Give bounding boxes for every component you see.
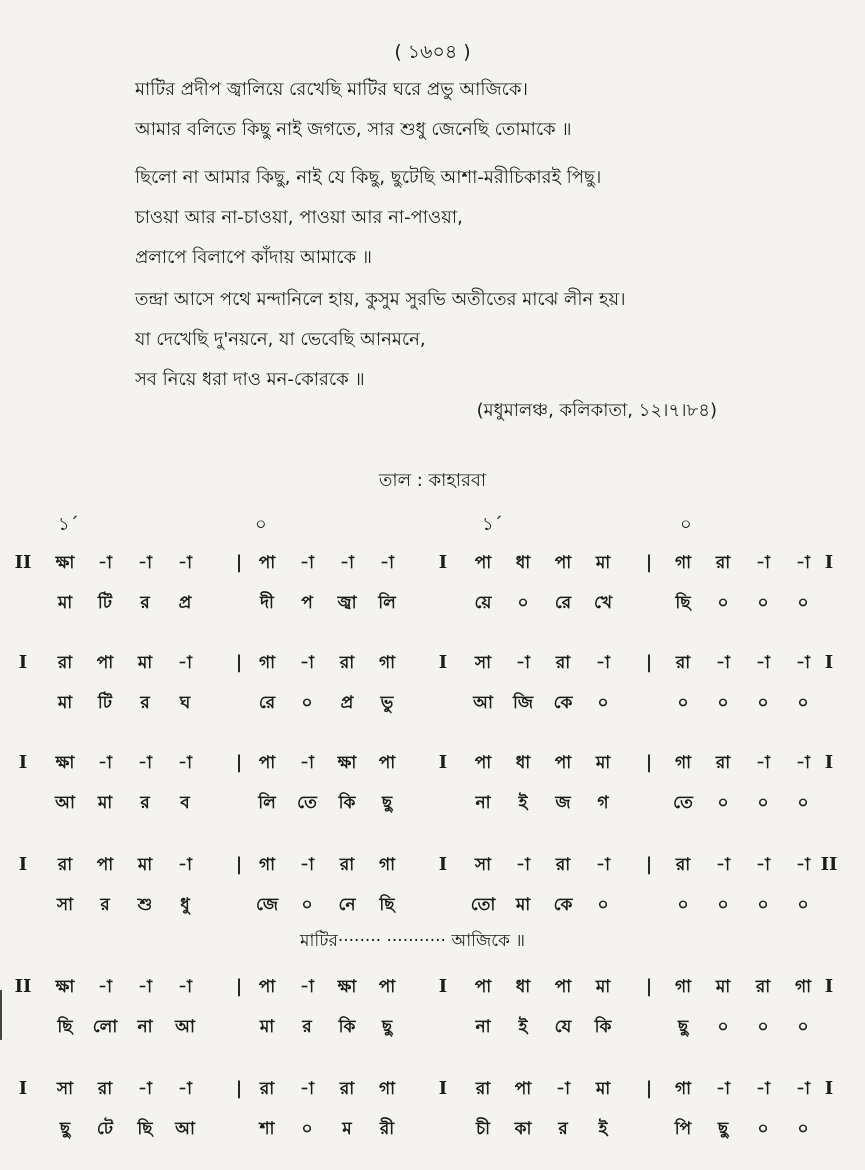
lyric-syllable: পি xyxy=(674,1119,692,1139)
swara-note: মা xyxy=(137,653,153,673)
bar-line-close: I xyxy=(824,752,834,773)
lyric-syllable: প্র xyxy=(340,693,354,713)
lyric-syllable: লি xyxy=(378,593,396,613)
swara-note: -া xyxy=(300,553,314,573)
lyric-syllable: কে xyxy=(553,895,573,915)
bar-line-close: I xyxy=(824,652,834,673)
source-citation: (মধুমালঞ্চ, কলিকাতা, ১২।৭।৮৪) xyxy=(476,400,717,421)
swara-note: গা xyxy=(794,977,812,997)
swara-note: রা xyxy=(755,977,771,997)
poem-line: তন্দ্রা আসে পথে মন্দানিলে হায়, কুসুম সুরভি অতীতের মাঝে লীন হয়। xyxy=(135,289,626,310)
swara-note: ক্ষা xyxy=(337,753,357,773)
lyric-syllable: ০ xyxy=(677,693,689,713)
lyric-syllable: ০ xyxy=(301,895,313,915)
lyric-syllable: সা xyxy=(56,895,74,915)
lyric-syllable: ছু xyxy=(677,1017,689,1037)
lyric-syllable: র xyxy=(140,593,150,613)
swara-note: ধা xyxy=(515,753,531,773)
lyric-row xyxy=(0,688,865,724)
beat-divider: | xyxy=(645,976,653,997)
lyric-syllable: ০ xyxy=(597,693,609,713)
lyric-syllable: আ xyxy=(473,693,493,713)
swara-note: গা xyxy=(378,1079,396,1099)
lyric-syllable: লি xyxy=(258,793,276,813)
lyric-syllable: ০ xyxy=(517,593,529,613)
bar-line-open: I xyxy=(18,652,28,673)
lyric-syllable: ০ xyxy=(797,593,809,613)
swara-note: পা xyxy=(378,977,396,997)
lyric-syllable: টি xyxy=(97,693,113,713)
swara-row xyxy=(0,1074,865,1110)
lyric-syllable: দী xyxy=(260,593,274,613)
swara-note: -া xyxy=(716,653,730,673)
swara-note: -া xyxy=(178,1079,192,1099)
lyric-syllable: ০ xyxy=(797,895,809,915)
beat-mark: ১´ xyxy=(482,514,503,535)
swara-note: -া xyxy=(138,1079,152,1099)
swara-note: গা xyxy=(674,977,692,997)
swara-note: রা xyxy=(57,855,73,875)
swara-note: রা xyxy=(555,855,571,875)
poem-line: আমার বলিতে কিছু নাই জগতে, সার শুধু জেনেছি তোমাকে ॥ xyxy=(135,119,572,140)
lyric-syllable: তে xyxy=(673,793,693,813)
swara-note: রা xyxy=(675,653,691,673)
lyric-syllable: য়ে xyxy=(474,593,492,613)
poem-line: সব নিয়ে ধরা দাও মন-কোরকে ॥ xyxy=(135,369,365,390)
lyric-syllable: ০ xyxy=(717,593,729,613)
swara-note: -া xyxy=(340,553,354,573)
poem-line: যা দেখেছি দু'নয়নে, যা ভেবেছি আনমনে, xyxy=(135,329,426,350)
lyric-syllable: ০ xyxy=(757,593,769,613)
lyric-syllable: ছু xyxy=(717,1119,729,1139)
poem-line: প্রলাপে বিলাপে কাঁদায় আমাকে ॥ xyxy=(135,247,372,268)
lyric-syllable: মা xyxy=(57,693,73,713)
lyric-syllable: ০ xyxy=(717,895,729,915)
bar-line-open: I xyxy=(18,752,28,773)
beat-divider: | xyxy=(645,552,653,573)
swara-note: ক্ষা xyxy=(55,977,75,997)
swara-note: -া xyxy=(756,553,770,573)
bar-line: I xyxy=(438,752,448,773)
refrain-line: মাটির········ ··········· আজিকে ॥ xyxy=(300,931,525,951)
swara-note: -া xyxy=(756,1079,770,1099)
lyric-syllable: তো xyxy=(470,895,496,915)
beat-mark: ০ xyxy=(255,514,267,535)
lyric-syllable: র xyxy=(100,895,110,915)
lyric-syllable: নে xyxy=(338,895,356,915)
lyric-syllable: কা xyxy=(514,1119,532,1139)
beat-divider: | xyxy=(235,652,243,673)
lyric-syllable: লো xyxy=(92,1017,118,1037)
lyric-syllable: টি xyxy=(97,593,113,613)
swara-note: -া xyxy=(98,553,112,573)
swara-note: পা xyxy=(554,977,572,997)
swara-note: -া xyxy=(556,1079,570,1099)
notation-system xyxy=(0,850,865,940)
swara-note: -া xyxy=(138,977,152,997)
lyric-syllable: শা xyxy=(259,1119,275,1139)
lyric-syllable: আ xyxy=(175,1119,195,1139)
swara-note: -া xyxy=(380,553,394,573)
lyric-syllable: ০ xyxy=(597,895,609,915)
swara-note: রা xyxy=(57,653,73,673)
lyric-syllable: র xyxy=(140,693,150,713)
bar-line-close: I xyxy=(824,976,834,997)
swara-note: -া xyxy=(138,553,152,573)
lyric-syllable: তে xyxy=(297,793,317,813)
swara-note: রা xyxy=(97,1079,113,1099)
poem-line: ছিলো না আমার কিছু, নাই যে কিছু, ছুটেছি আশা-মরীচিকারই পিছু। xyxy=(135,167,602,188)
bar-line: I xyxy=(438,652,448,673)
swara-note: সা xyxy=(56,1079,74,1099)
swara-note: -া xyxy=(516,653,530,673)
poem-stanza-3 xyxy=(135,280,775,400)
lyric-syllable: শু xyxy=(137,895,153,915)
lyric-syllable: ০ xyxy=(757,793,769,813)
lyric-syllable: ছু xyxy=(381,1017,393,1037)
page-edge-mark xyxy=(0,990,8,1040)
beat-divider: | xyxy=(235,752,243,773)
swara-note: গা xyxy=(378,855,396,875)
swara-note: পা xyxy=(258,977,276,997)
lyric-syllable: মা xyxy=(259,1017,275,1037)
swara-note: পা xyxy=(514,1079,532,1099)
poem-stanza-2 xyxy=(135,158,775,278)
lyric-syllable: ০ xyxy=(797,693,809,713)
swara-note: -া xyxy=(138,753,152,773)
lyric-syllable: ০ xyxy=(717,1017,729,1037)
swara-note: ক্ষা xyxy=(55,553,75,573)
swara-note: পা xyxy=(474,753,492,773)
swara-row xyxy=(0,648,865,684)
swara-note: -া xyxy=(796,653,810,673)
lyric-syllable: ০ xyxy=(797,793,809,813)
lyric-syllable: না xyxy=(475,1017,491,1037)
lyric-syllable: র xyxy=(558,1119,568,1139)
beat-divider: | xyxy=(235,552,243,573)
beat-divider: | xyxy=(645,854,653,875)
bar-line: I xyxy=(438,1078,448,1099)
bar-line-open: I xyxy=(18,1078,28,1099)
lyric-syllable: জে xyxy=(255,895,279,915)
swara-note: মা xyxy=(595,1079,611,1099)
lyric-syllable: র xyxy=(302,1017,312,1037)
bar-line: I xyxy=(438,976,448,997)
lyric-syllable: কি xyxy=(338,1017,356,1037)
lyric-row xyxy=(0,1012,865,1048)
swara-note: -া xyxy=(178,553,192,573)
bar-line-close: II xyxy=(820,854,838,875)
lyric-syllable: খে xyxy=(593,593,613,613)
lyric-syllable: জ xyxy=(555,793,571,813)
lyric-syllable: ঘ xyxy=(179,693,191,713)
swara-row xyxy=(0,850,865,886)
swara-row xyxy=(0,548,865,584)
swara-note: -া xyxy=(300,753,314,773)
lyric-syllable: জি xyxy=(512,693,534,713)
swara-note: -া xyxy=(300,855,314,875)
lyric-syllable: কে xyxy=(553,693,573,713)
swara-note: ধা xyxy=(515,553,531,573)
bar-line-open: II xyxy=(14,552,32,573)
lyric-row xyxy=(0,890,865,926)
swara-note: পা xyxy=(258,753,276,773)
lyric-syllable: ০ xyxy=(301,1119,313,1139)
lyric-syllable: ০ xyxy=(757,693,769,713)
lyric-syllable: মা xyxy=(515,895,531,915)
swara-note: পা xyxy=(96,653,114,673)
bar-line-open: II xyxy=(14,976,32,997)
lyric-syllable: রী xyxy=(379,1119,395,1139)
swara-row xyxy=(0,748,865,784)
poem-stanza-1 xyxy=(135,70,775,150)
lyric-syllable: ০ xyxy=(757,895,769,915)
bar-line-close: I xyxy=(824,1078,834,1099)
swara-note: গা xyxy=(378,653,396,673)
lyric-syllable: রে xyxy=(258,693,276,713)
swara-note: রা xyxy=(339,653,355,673)
swara-note: ক্ষা xyxy=(55,753,75,773)
swara-note: -া xyxy=(98,977,112,997)
swara-note: গা xyxy=(674,1079,692,1099)
bar-line: I xyxy=(438,552,448,573)
beat-divider: | xyxy=(235,976,243,997)
swara-note: মা xyxy=(595,553,611,573)
lyric-row xyxy=(0,588,865,624)
bar-line-close: I xyxy=(824,552,834,573)
lyric-syllable: ছু xyxy=(381,793,393,813)
notation-system xyxy=(0,1074,865,1164)
lyric-syllable: ০ xyxy=(717,793,729,813)
swara-note: -া xyxy=(796,855,810,875)
swara-note: সা xyxy=(474,855,492,875)
beat-divider: | xyxy=(235,1078,243,1099)
beat-mark: ১´ xyxy=(58,514,79,535)
swara-note: গা xyxy=(258,855,276,875)
lyric-syllable: গ xyxy=(597,793,609,813)
lyric-syllable: ০ xyxy=(797,1119,809,1139)
swara-note: সা xyxy=(474,653,492,673)
lyric-syllable: চী xyxy=(475,1119,491,1139)
notation-system xyxy=(0,648,865,738)
lyric-syllable: প্র xyxy=(178,593,192,613)
lyric-syllable: ছি xyxy=(675,593,691,613)
swara-note: ধা xyxy=(515,977,531,997)
swara-note: রা xyxy=(339,1079,355,1099)
lyric-syllable: ০ xyxy=(677,895,689,915)
swara-note: -া xyxy=(178,753,192,773)
swara-note: -া xyxy=(98,753,112,773)
beat-divider: | xyxy=(645,752,653,773)
lyric-syllable: মা xyxy=(57,593,73,613)
bar-line: I xyxy=(438,854,448,875)
lyric-syllable: ই xyxy=(598,1119,608,1139)
swara-note: পা xyxy=(554,753,572,773)
lyric-row xyxy=(0,788,865,824)
swara-note: পা xyxy=(96,855,114,875)
lyric-syllable: প xyxy=(301,593,313,613)
swara-note: -া xyxy=(756,855,770,875)
lyric-syllable: টে xyxy=(96,1119,114,1139)
lyric-syllable: না xyxy=(137,1017,153,1037)
swara-note: পা xyxy=(554,553,572,573)
lyric-syllable: ০ xyxy=(301,693,313,713)
swara-note: -া xyxy=(516,855,530,875)
swara-note: মা xyxy=(595,753,611,773)
lyric-syllable: ধু xyxy=(180,895,190,915)
swara-row xyxy=(0,972,865,1008)
lyric-syllable: ভু xyxy=(380,693,394,713)
beat-divider: | xyxy=(645,1078,653,1099)
swara-note: গা xyxy=(258,653,276,673)
lyric-syllable: ই xyxy=(518,1017,528,1037)
lyric-syllable: যে xyxy=(554,1017,572,1037)
beat-divider: | xyxy=(235,854,243,875)
lyric-syllable: আ xyxy=(55,793,75,813)
swara-note: -া xyxy=(796,753,810,773)
swara-note: ক্ষা xyxy=(337,977,357,997)
swara-note: রা xyxy=(715,753,731,773)
swara-note: -া xyxy=(300,653,314,673)
lyric-syllable: ০ xyxy=(757,1017,769,1037)
swara-note: -া xyxy=(300,1079,314,1099)
swara-note: রা xyxy=(675,855,691,875)
swara-note: -া xyxy=(178,653,192,673)
swara-note: রা xyxy=(475,1079,491,1099)
swara-note: পা xyxy=(474,977,492,997)
swara-note: মা xyxy=(595,977,611,997)
lyric-syllable: না xyxy=(475,793,491,813)
swara-note: গা xyxy=(674,753,692,773)
lyric-syllable: ব xyxy=(180,793,190,813)
taal-heading: তাল : কাহারবা xyxy=(378,470,487,491)
swara-note: পা xyxy=(378,753,396,773)
poem-line: মাটির প্রদীপ জ্বালিয়ে রেখেছি মাটির ঘরে প্রভু আজিকে। xyxy=(135,79,528,100)
lyric-syllable: ম xyxy=(342,1119,352,1139)
swara-note: -া xyxy=(756,653,770,673)
notation-system xyxy=(0,548,865,638)
lyric-syllable: র xyxy=(140,793,150,813)
swara-note: -া xyxy=(596,855,610,875)
swara-note: মা xyxy=(137,855,153,875)
notation-system xyxy=(0,972,865,1062)
lyric-syllable: ০ xyxy=(797,1017,809,1037)
swara-note: -া xyxy=(716,1079,730,1099)
swara-note: -া xyxy=(756,753,770,773)
beat-mark: ০ xyxy=(680,514,692,535)
lyric-syllable: কি xyxy=(338,793,356,813)
swara-note: রা xyxy=(715,553,731,573)
notation-system xyxy=(0,748,865,838)
swara-note: -া xyxy=(796,553,810,573)
lyric-syllable: মা xyxy=(97,793,113,813)
lyric-syllable: রে xyxy=(554,593,572,613)
lyric-syllable: জ্বা xyxy=(337,593,357,613)
lyric-syllable: ছি xyxy=(57,1017,73,1037)
lyric-syllable: কি xyxy=(594,1017,612,1037)
lyric-syllable: ছি xyxy=(379,895,395,915)
swara-note: পা xyxy=(258,553,276,573)
swara-note: রা xyxy=(555,653,571,673)
swara-note: -া xyxy=(796,1079,810,1099)
lyric-syllable: ই xyxy=(518,793,528,813)
swara-note: -া xyxy=(178,977,192,997)
poem-line: চাওয়া আর না-চাওয়া, পাওয়া আর না-পাওয়া, xyxy=(135,207,463,228)
swara-note: -া xyxy=(300,977,314,997)
swara-note: গা xyxy=(674,553,692,573)
lyric-syllable: আ xyxy=(175,1017,195,1037)
lyric-syllable: ছু xyxy=(59,1119,71,1139)
swara-note: রা xyxy=(259,1079,275,1099)
lyric-syllable: ০ xyxy=(717,693,729,713)
lyric-syllable: ০ xyxy=(757,1119,769,1139)
swara-note: -া xyxy=(716,855,730,875)
beat-divider: | xyxy=(645,652,653,673)
lyric-row xyxy=(0,1114,865,1150)
bar-line-open: I xyxy=(18,854,28,875)
lyric-syllable: ছি xyxy=(137,1119,153,1139)
page-number: ( ১৬০৪ ) xyxy=(394,41,471,63)
swara-note: পা xyxy=(474,553,492,573)
swara-note: -া xyxy=(596,653,610,673)
swara-note: রা xyxy=(339,855,355,875)
swara-note: মা xyxy=(715,977,731,997)
swara-note: -া xyxy=(178,855,192,875)
